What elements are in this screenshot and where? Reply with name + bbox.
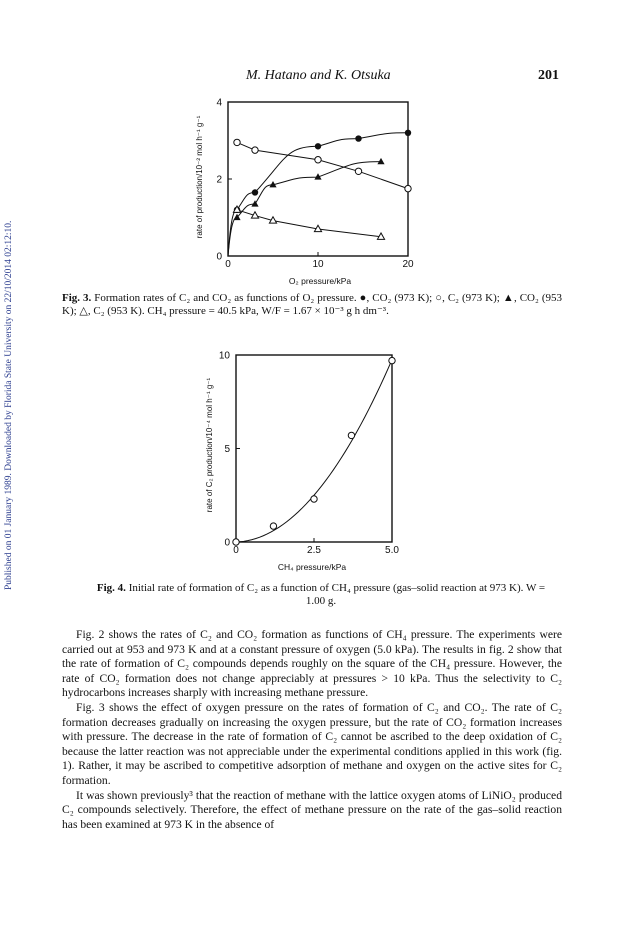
fig4-data-point [233, 539, 239, 545]
fig3-data-point [405, 130, 411, 136]
fig3-data-point [405, 185, 411, 191]
fig4-x-axis-label: CH₄ pressure/kPa [277, 562, 347, 572]
running-header [0, 68, 624, 84]
fig3-caption [62, 292, 562, 318]
fig3-x-axis-label: O₂ pressure/kPa [288, 276, 352, 286]
download-watermark [4, 150, 18, 600]
fig4-y-tick-label: 0 [224, 537, 230, 549]
fig3-y-tick-label: 0 [216, 251, 222, 263]
download-note: Published on 01 January 1989. Downloaded by Florida State University on 22/10/2014 02:12:10. [4, 220, 14, 590]
fig4-x-tick-label: 5.0 [385, 545, 399, 556]
fig3-y-tick-label: 2 [216, 174, 222, 186]
paragraph-1: Fig. 2 shows the rates of C₂ and CO₂ formation as functions of CH₄ pressure. The experiments were carried out at 953 and 973 K and at a constant pressure of oxygen (5.0 kPa). The results in fig. 2 show that the rate of formation of C₂ compounds depends roughly on the square of the CH₄ pressure. However, the rate of CO₂ formation does not change appreciably at pressures > 10 kPa. Thus the selectivity to C₂ hydrocarbons increases sharply with increasing methane pressure. [62, 628, 562, 700]
fig4-data-point [311, 496, 317, 502]
fig4-y-axis-label: rate of C₂ production/10⁻⁴ mol h⁻¹ g⁻¹ [205, 377, 214, 513]
fig3-series-line [237, 142, 408, 188]
fig3-caption-text: Formation rates of C₂ and CO₂ as functions of O₂ pressure. ●, CO₂ (973 K); ○, C₂ (973 K); ▲, CO₂ (953 K); △, C₂ (953 K). CH₄ pressure = 40.5 kPa, W/F = 1.67 × 10⁻³ g h dm⁻³. [62, 292, 562, 317]
fig3-series-line [237, 210, 381, 237]
fig3-data-point [252, 147, 258, 153]
fig4-plot-frame [236, 355, 392, 542]
fig3-data-point [234, 139, 240, 145]
fig4-data-point [348, 432, 354, 438]
fig4-caption [86, 582, 556, 608]
fig4-fit-curve [236, 360, 392, 542]
fig3-caption-label: Fig. 3. [62, 292, 92, 304]
header-authors: M. Hatano and K. Otsuka [246, 68, 391, 83]
fig3-data-point [377, 158, 384, 164]
paragraph-2: Fig. 3 shows the effect of oxygen pressure on the rates of formation of C₂ and CO₂. The rate of C₂ formation decreases gradually on increasing the oxygen pressure, but the rate of CO₂ formation increases with pressure. The decrease in the rate of formation of C₂ cannot be ascribed to the deep oxidation of C₂ because the latter reaction was not appreciable under the experimental conditions applied in this work (fig. 1). Rather, it may be ascribed to competitive adsorption of methane and oxygen on the active sites for C₂ formation. [62, 700, 562, 787]
fig4-y-tick-label: 10 [218, 350, 230, 362]
fig4-x-tick-label: 2.5 [307, 545, 321, 556]
fig3-y-axis-label: rate of production/10⁻² mol h⁻¹ g⁻¹ [195, 115, 204, 239]
fig3-x-tick-label: 20 [402, 259, 414, 270]
fig4-caption-label: Fig. 4. [96, 582, 126, 594]
page-number: 201 [538, 68, 559, 83]
fig3-y-tick-label: 4 [216, 97, 222, 109]
paragraph-3: It was shown previously³ that the reaction of methane with the lattice oxygen atoms of LiNiO₂ produced C₂ compounds selectively. Therefore, the effect of methane pressure on the rate of the gas–solid reaction has been examined at 973 K in the absence of [62, 788, 562, 831]
fig3-series-line [228, 162, 381, 256]
fig3-data-point [355, 135, 361, 141]
figure-3-chart [190, 92, 430, 287]
fig3-data-point [251, 200, 258, 206]
fig4-caption-text: Initial rate of formation of C₂ as a function of CH₄ pressure (gas–solid reaction at 973 K). W = 1.00 g. [128, 582, 546, 607]
fig3-x-tick-label: 0 [225, 259, 231, 270]
fig3-data-point [315, 157, 321, 163]
figure-4-chart [196, 345, 416, 580]
fig4-data-point [389, 357, 395, 363]
fig3-data-point [355, 168, 361, 174]
fig3-data-point [315, 143, 321, 149]
fig4-x-tick-label: 0 [233, 545, 239, 556]
body-text [62, 628, 562, 832]
fig3-data-point [252, 189, 258, 195]
fig3-x-tick-label: 10 [312, 259, 324, 270]
fig4-data-point [270, 523, 276, 529]
fig4-y-tick-label: 5 [224, 444, 230, 455]
